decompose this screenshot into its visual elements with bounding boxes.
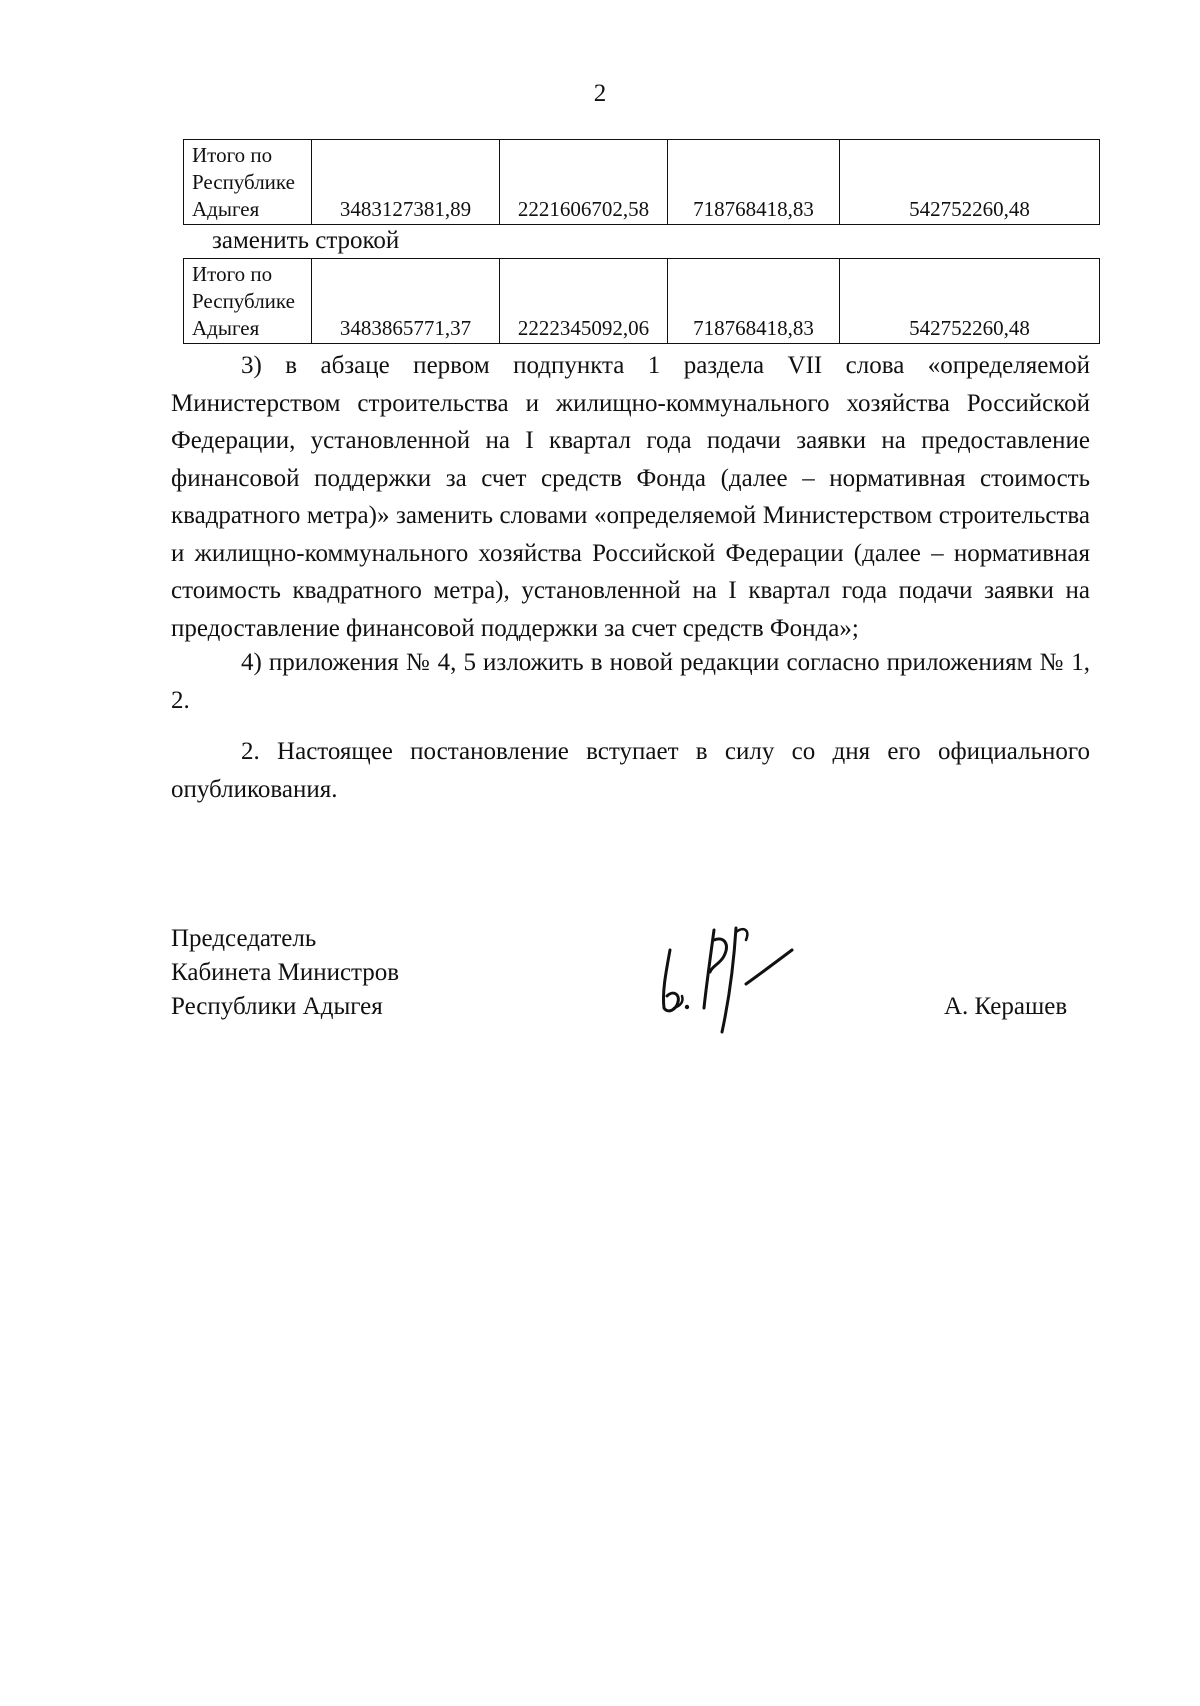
paragraph-item-4 bbox=[171, 644, 1090, 719]
paragraph-text: 4) приложения № 4, 5 изложить в новой редакции согласно приложениям № 1, 2. bbox=[171, 649, 1090, 714]
paragraph-item-2 bbox=[171, 733, 1090, 808]
value-cell: 3483865771,37 bbox=[312, 259, 500, 344]
signatory-title-line: Республики Адыгея bbox=[171, 993, 383, 1020]
value-cell: 542752260,48 bbox=[840, 140, 1100, 225]
new-totals-table bbox=[183, 258, 1100, 344]
table-row bbox=[184, 259, 1100, 344]
table-row bbox=[184, 140, 1100, 225]
row-label-line: Республике bbox=[192, 170, 295, 194]
value-cell: 2221606702,58 bbox=[500, 140, 668, 225]
paragraph-item-3 bbox=[171, 347, 1090, 647]
value-cell: 3483127381,89 bbox=[312, 140, 500, 225]
value-cell: 2222345092,06 bbox=[500, 259, 668, 344]
paragraph-text: 3) в абзаце первом подпункта 1 раздела VII слова «определяемой Министерством строительства и жилищно-коммунального хозяйства Российской Федерации, установленной на I квартал года подачи заявки на предоставление финансовой поддержки за счет средств Фонда (далее – нормативная стоимость квадратного метра)» заменить словами «определяемой Министерством строительства и жилищно-коммунального хозяйства Российской Федерации (далее – нормативная стоимость квадратного метра), установленной на I квартал года подачи заявки на предоставление финансовой поддержки за счет средств Фонда»; bbox=[171, 352, 1090, 642]
handwritten-signature bbox=[640, 910, 820, 1035]
value-cell: 718768418,83 bbox=[668, 259, 840, 344]
signatory-title-line: Председатель bbox=[171, 925, 317, 952]
row-label-line: Республике bbox=[192, 289, 295, 313]
value-cell: 718768418,83 bbox=[668, 140, 840, 225]
replace-caption: заменить строкой bbox=[212, 227, 400, 254]
signer-name: А. Керашев bbox=[944, 993, 1068, 1020]
signatory-title bbox=[171, 922, 399, 1024]
row-label-cell bbox=[184, 259, 312, 344]
paragraph-text: 2. Настоящее постановление вступает в силу со дня его официального опубликования. bbox=[171, 738, 1090, 803]
page-number: 2 bbox=[593, 80, 607, 107]
row-label-cell bbox=[184, 140, 312, 225]
value-cell: 542752260,48 bbox=[840, 259, 1100, 344]
row-label-line: Адыгея bbox=[192, 316, 260, 340]
old-totals-table bbox=[183, 139, 1100, 225]
row-label-line: Итого по bbox=[192, 143, 273, 167]
signatory-title-line: Кабинета Министров bbox=[171, 959, 400, 986]
row-label-line: Адыгея bbox=[192, 197, 260, 221]
row-label-line: Итого по bbox=[192, 262, 273, 286]
